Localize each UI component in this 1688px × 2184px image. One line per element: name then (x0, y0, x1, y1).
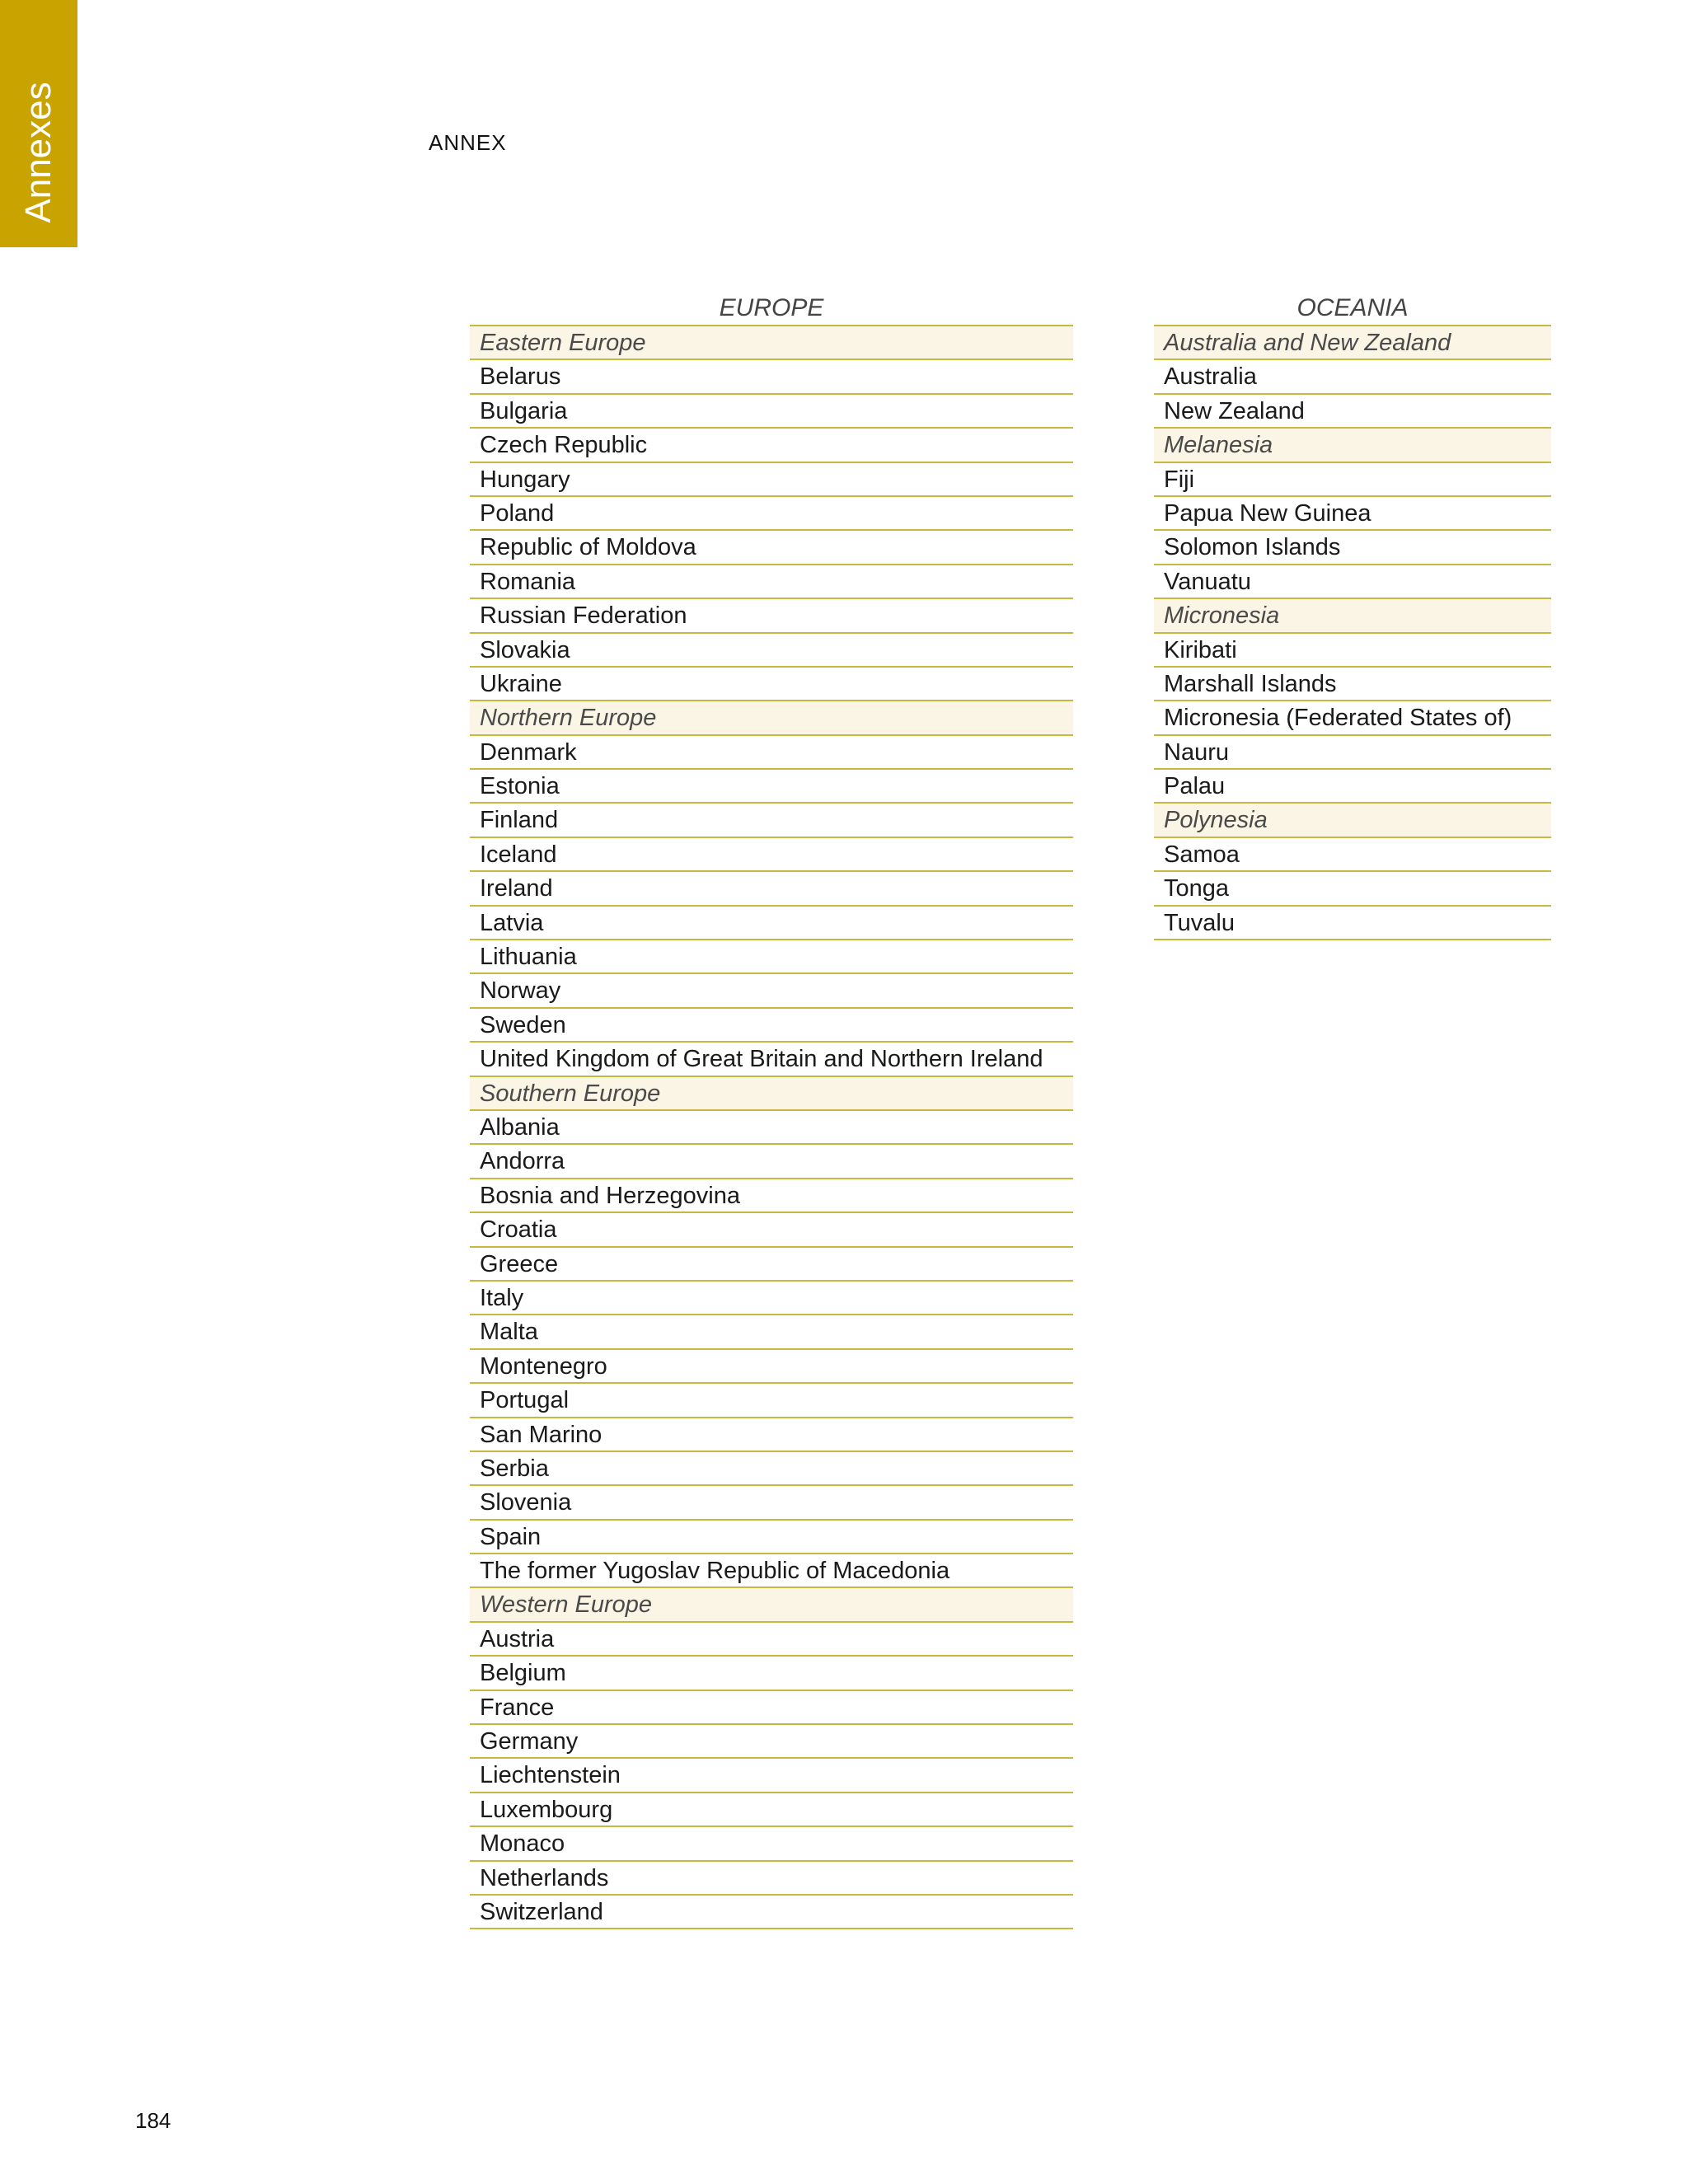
country-row: Albania (470, 1111, 1073, 1145)
country-row: Tuvalu (1154, 907, 1551, 940)
country-row: Papua New Guinea (1154, 497, 1551, 531)
country-row: Monaco (470, 1827, 1073, 1861)
country-row: Greece (470, 1248, 1073, 1282)
country-row: Bulgaria (470, 395, 1073, 429)
subregion-row: Melanesia (1154, 429, 1551, 462)
country-row: Solomon Islands (1154, 531, 1551, 565)
country-row: Andorra (470, 1145, 1073, 1179)
table-title: EUROPE (470, 288, 1073, 326)
country-row: Marshall Islands (1154, 668, 1551, 701)
annex-header: ANNEX (429, 130, 507, 155)
subregion-row: Polynesia (1154, 804, 1551, 837)
country-row: San Marino (470, 1418, 1073, 1452)
country-row: Malta (470, 1315, 1073, 1349)
country-row: Belarus (470, 360, 1073, 394)
country-row: The former Yugoslav Republic of Macedonia (470, 1554, 1073, 1588)
country-row: Lithuania (470, 940, 1073, 974)
country-row: Russian Federation (470, 599, 1073, 633)
country-row: United Kingdom of Great Britain and Northern Ireland (470, 1043, 1073, 1076)
country-row: Nauru (1154, 736, 1551, 770)
country-row: Belgium (470, 1657, 1073, 1690)
country-row: Fiji (1154, 463, 1551, 497)
country-row: Poland (470, 497, 1073, 531)
side-tab-label: Annexes (18, 82, 59, 223)
country-row: Montenegro (470, 1350, 1073, 1384)
country-row: Italy (470, 1282, 1073, 1315)
country-row: Sweden (470, 1009, 1073, 1043)
country-row: Iceland (470, 838, 1073, 872)
country-row: Ukraine (470, 668, 1073, 701)
country-row: Estonia (470, 770, 1073, 804)
country-row: Croatia (470, 1213, 1073, 1247)
country-row: Switzerland (470, 1896, 1073, 1929)
subregion-row: Southern Europe (470, 1077, 1073, 1111)
oceania-table (1154, 288, 1551, 940)
table-title: OCEANIA (1154, 288, 1551, 326)
country-row: Republic of Moldova (470, 531, 1073, 565)
subregion-row: Australia and New Zealand (1154, 326, 1551, 360)
country-row: Slovakia (470, 634, 1073, 668)
country-row: Bosnia and Herzegovina (470, 1179, 1073, 1213)
country-row: Tonga (1154, 872, 1551, 906)
subregion-row: Eastern Europe (470, 326, 1073, 360)
country-row: France (470, 1691, 1073, 1725)
country-row: Austria (470, 1623, 1073, 1657)
country-row: Micronesia (Federated States of) (1154, 701, 1551, 735)
country-row: Ireland (470, 872, 1073, 906)
country-row: Kiribati (1154, 634, 1551, 668)
country-row: Samoa (1154, 838, 1551, 872)
subregion-row: Western Europe (470, 1588, 1073, 1622)
country-row: Portugal (470, 1384, 1073, 1418)
subregion-row: Northern Europe (470, 701, 1073, 735)
page-number: 184 (135, 2108, 171, 2133)
country-row: Spain (470, 1521, 1073, 1554)
country-row: Netherlands (470, 1862, 1073, 1896)
side-tab (0, 0, 77, 247)
europe-table (470, 288, 1073, 1929)
country-row: Palau (1154, 770, 1551, 804)
table-rows (470, 326, 1073, 1929)
country-row: Czech Republic (470, 429, 1073, 462)
country-row: Romania (470, 565, 1073, 599)
country-row: Latvia (470, 907, 1073, 940)
country-row: Finland (470, 804, 1073, 837)
country-row: Slovenia (470, 1486, 1073, 1520)
country-row: Luxembourg (470, 1793, 1073, 1827)
country-row: Serbia (470, 1452, 1073, 1486)
country-row: New Zealand (1154, 395, 1551, 429)
country-row: Germany (470, 1725, 1073, 1759)
country-row: Hungary (470, 463, 1073, 497)
country-row: Liechtenstein (470, 1759, 1073, 1793)
country-row: Norway (470, 974, 1073, 1008)
subregion-row: Micronesia (1154, 599, 1551, 633)
country-row: Denmark (470, 736, 1073, 770)
country-row: Vanuatu (1154, 565, 1551, 599)
table-rows (1154, 326, 1551, 940)
country-row: Australia (1154, 360, 1551, 394)
